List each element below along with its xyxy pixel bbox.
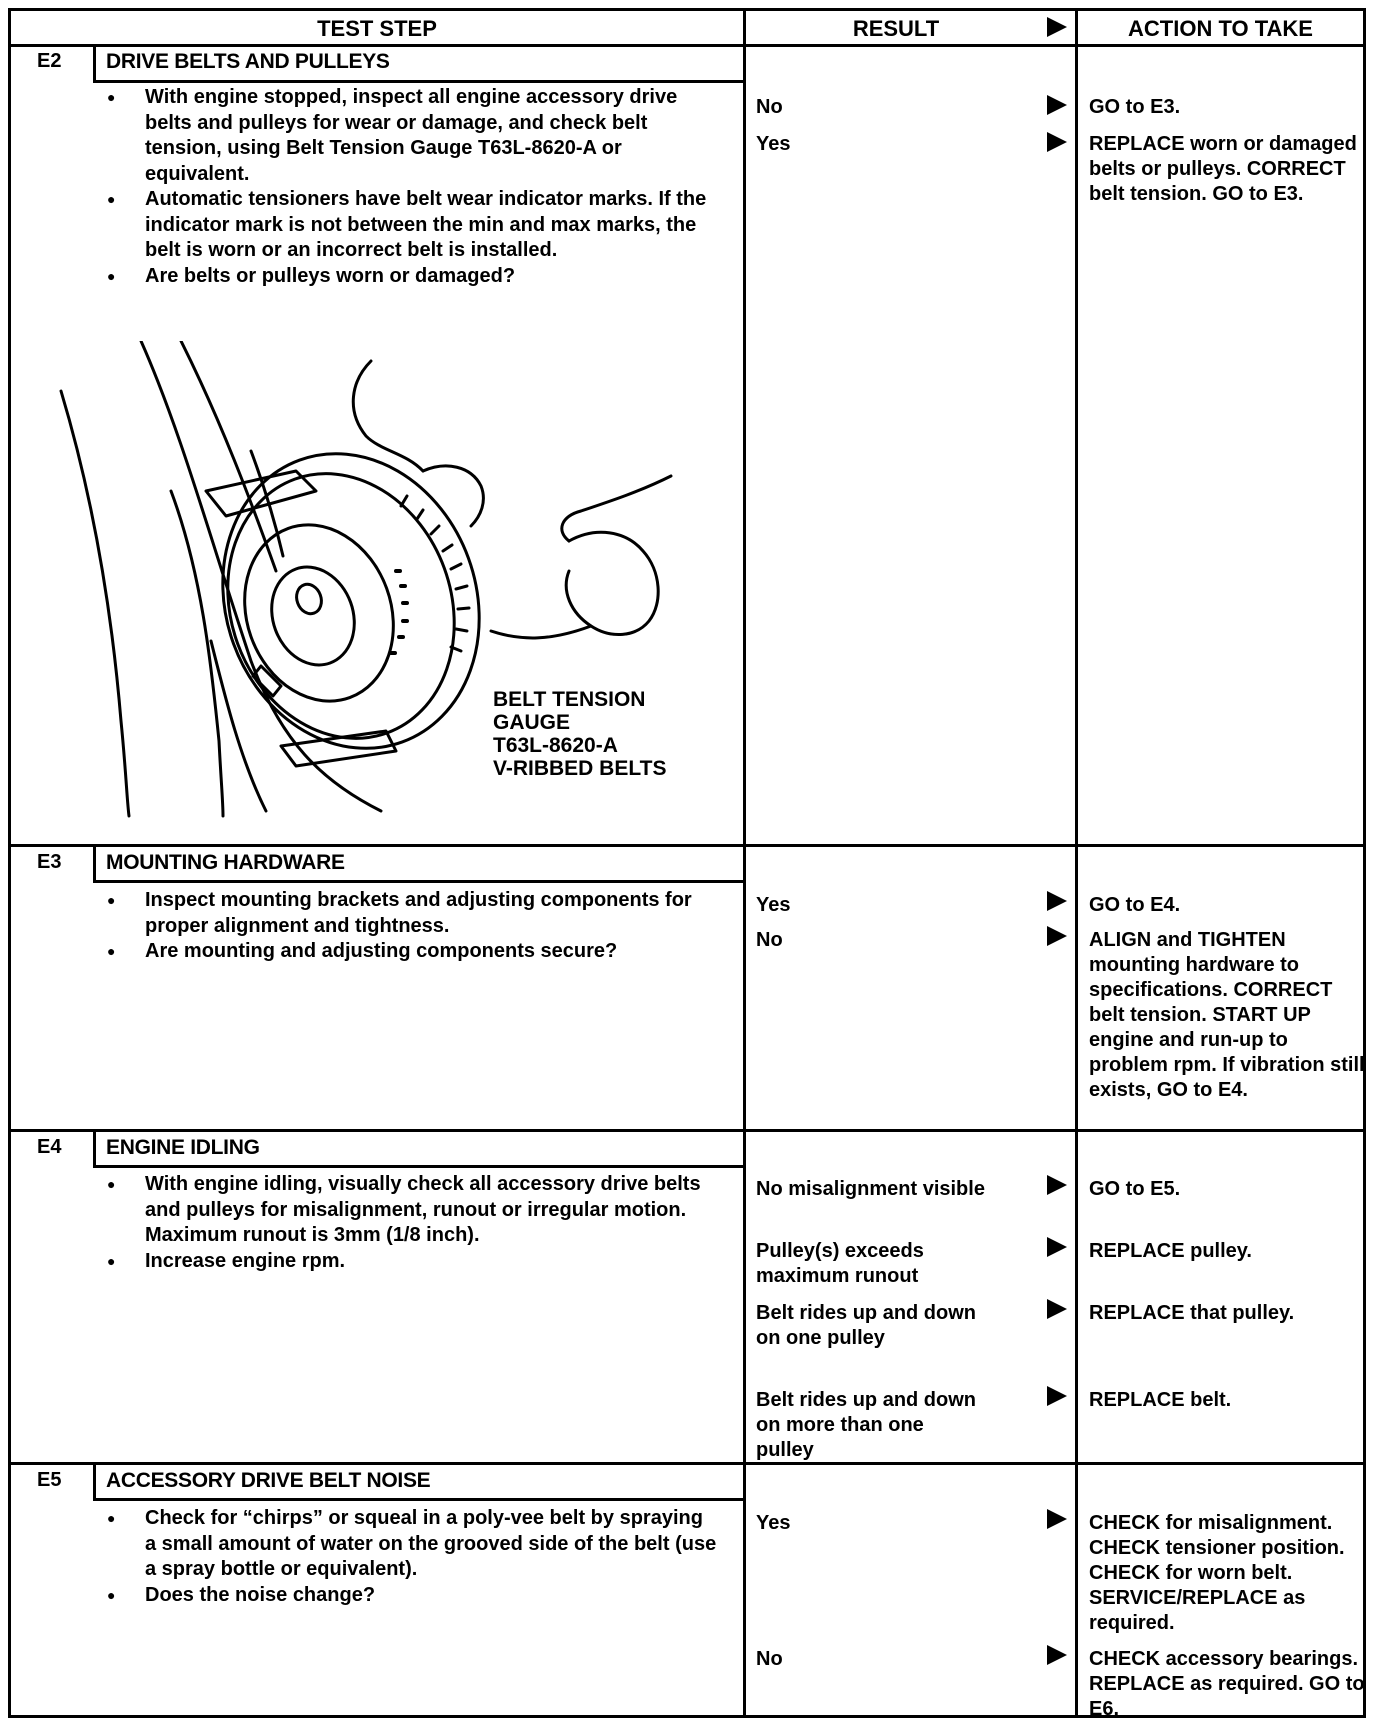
bullet-item: ● Inspect mounting brackets and adjusting components for proper alignment and tightness. bbox=[99, 888, 719, 939]
result-label: No bbox=[756, 1648, 783, 1670]
hand-outline-icon bbox=[353, 361, 423, 471]
action-text: GO to E3. bbox=[1089, 96, 1181, 118]
caption-line: BELT TENSION bbox=[493, 688, 646, 711]
result-label: Yes bbox=[756, 133, 791, 155]
arrow-icon bbox=[1047, 891, 1067, 911]
arrow-icon bbox=[1047, 1386, 1067, 1406]
step-title: MOUNTING HARDWARE bbox=[106, 851, 345, 874]
bullet-item: ● With engine idling, visually check all accessory drive belts and pulleys for misalignment, runout or irregular motion. Maximum runout is 3mm (1/8 inch). bbox=[99, 1172, 719, 1249]
divider-result bbox=[743, 11, 746, 1715]
step-title: DRIVE BELTS AND PULLEYS bbox=[106, 50, 390, 73]
figure-caption bbox=[493, 688, 666, 780]
action-text: REPLACE belt. bbox=[1089, 1389, 1232, 1411]
step-bullets bbox=[99, 85, 719, 289]
title-underline bbox=[93, 880, 746, 883]
step-title: ENGINE IDLING bbox=[106, 1136, 260, 1159]
diagnostic-table bbox=[8, 8, 1366, 1718]
arrow-icon bbox=[1047, 95, 1067, 115]
arrow-icon bbox=[1047, 132, 1067, 152]
row-divider bbox=[11, 1462, 1363, 1465]
arrow-icon bbox=[1047, 1645, 1067, 1665]
step-id: E2 bbox=[37, 50, 62, 72]
step-id: E3 bbox=[37, 851, 62, 873]
caption-line: T63L-8620-A bbox=[493, 734, 618, 757]
header-divider bbox=[11, 44, 1363, 47]
bullet-item: ● Check for “chirps” or squeal in a poly-vee belt by spraying a small amount of water on the grooved side of the belt (use a spray bottle or equivalent). bbox=[99, 1506, 719, 1583]
action-text: CHECK accessory bearings. REPLACE as required. GO to E6. bbox=[1089, 1648, 1365, 1720]
arrow-icon bbox=[1047, 1299, 1067, 1319]
divider-action bbox=[1075, 11, 1078, 1715]
header-test-step: TEST STEP bbox=[317, 16, 437, 41]
bullet-item: ● Increase engine rpm. bbox=[99, 1249, 719, 1275]
action-text: CHECK for misalignment. CHECK tensioner position. CHECK for worn belt. SERVICE/REPLACE as required. bbox=[1089, 1512, 1345, 1634]
bullet-item: ● Automatic tensioners have belt wear indicator marks. If the indicator mark is not between the min and max marks, the belt is worn or an incorrect belt is installed. bbox=[99, 187, 719, 264]
step-id: E4 bbox=[37, 1136, 62, 1158]
action-text: GO to E4. bbox=[1089, 894, 1181, 916]
header-action: ACTION TO TAKE bbox=[1128, 16, 1313, 41]
step-bullets bbox=[99, 1172, 719, 1274]
bullet-question: ● Are mounting and adjusting components secure? bbox=[99, 939, 719, 965]
header-result: RESULT bbox=[852, 16, 940, 41]
bullet-item: ● With engine stopped, inspect all engine accessory drive belts and pulleys for wear or damage, and check belt tension, using Belt Tension Gauge T63L-8620-A or equivalent. bbox=[99, 85, 719, 187]
result-label: Yes bbox=[756, 894, 791, 916]
arrow-icon bbox=[1047, 1175, 1067, 1195]
result-label: No misalignment visible bbox=[756, 1178, 985, 1200]
result-label: Belt rides up and down on one pulley bbox=[756, 1302, 977, 1349]
result-label: Yes bbox=[756, 1512, 791, 1534]
step-id: E5 bbox=[37, 1469, 62, 1491]
action-text: REPLACE that pulley. bbox=[1089, 1302, 1295, 1324]
step-bullets bbox=[99, 888, 719, 965]
bullet-question: ● Does the noise change? bbox=[99, 1583, 719, 1609]
action-text: GO to E5. bbox=[1089, 1178, 1181, 1200]
caption-line: V-RIBBED BELTS bbox=[493, 757, 667, 780]
result-label: Pulley(s) exceeds maximum runout bbox=[756, 1240, 924, 1287]
step-bullets bbox=[99, 1506, 719, 1608]
arrow-icon bbox=[1047, 926, 1067, 946]
title-underline bbox=[93, 80, 746, 83]
action-text: REPLACE pulley. bbox=[1089, 1240, 1252, 1262]
result-label: No bbox=[756, 929, 783, 951]
title-underline bbox=[93, 1498, 746, 1501]
row-divider bbox=[11, 1129, 1363, 1132]
arrow-icon bbox=[1047, 1509, 1067, 1529]
step-title: ACCESSORY DRIVE BELT NOISE bbox=[106, 1469, 431, 1492]
result-label: No bbox=[756, 96, 783, 118]
arrow-icon bbox=[1047, 1237, 1067, 1257]
result-label: Belt rides up and down on more than one pulley bbox=[756, 1389, 977, 1461]
action-text: REPLACE worn or damaged belts or pulleys. CORRECT belt tension. GO to E3. bbox=[1089, 133, 1357, 205]
bullet-question: ● Are belts or pulleys worn or damaged? bbox=[99, 264, 719, 290]
title-underline bbox=[93, 1165, 746, 1168]
caption-line: GAUGE bbox=[493, 711, 571, 734]
row-divider bbox=[11, 844, 1363, 847]
arrow-icon bbox=[1047, 17, 1067, 37]
action-text: ALIGN and TIGHTEN mounting hardware to specifications. CORRECT belt tension. START UP engine and run-up to problem rpm. If vibration still exists, GO to E4. bbox=[1089, 929, 1365, 1101]
